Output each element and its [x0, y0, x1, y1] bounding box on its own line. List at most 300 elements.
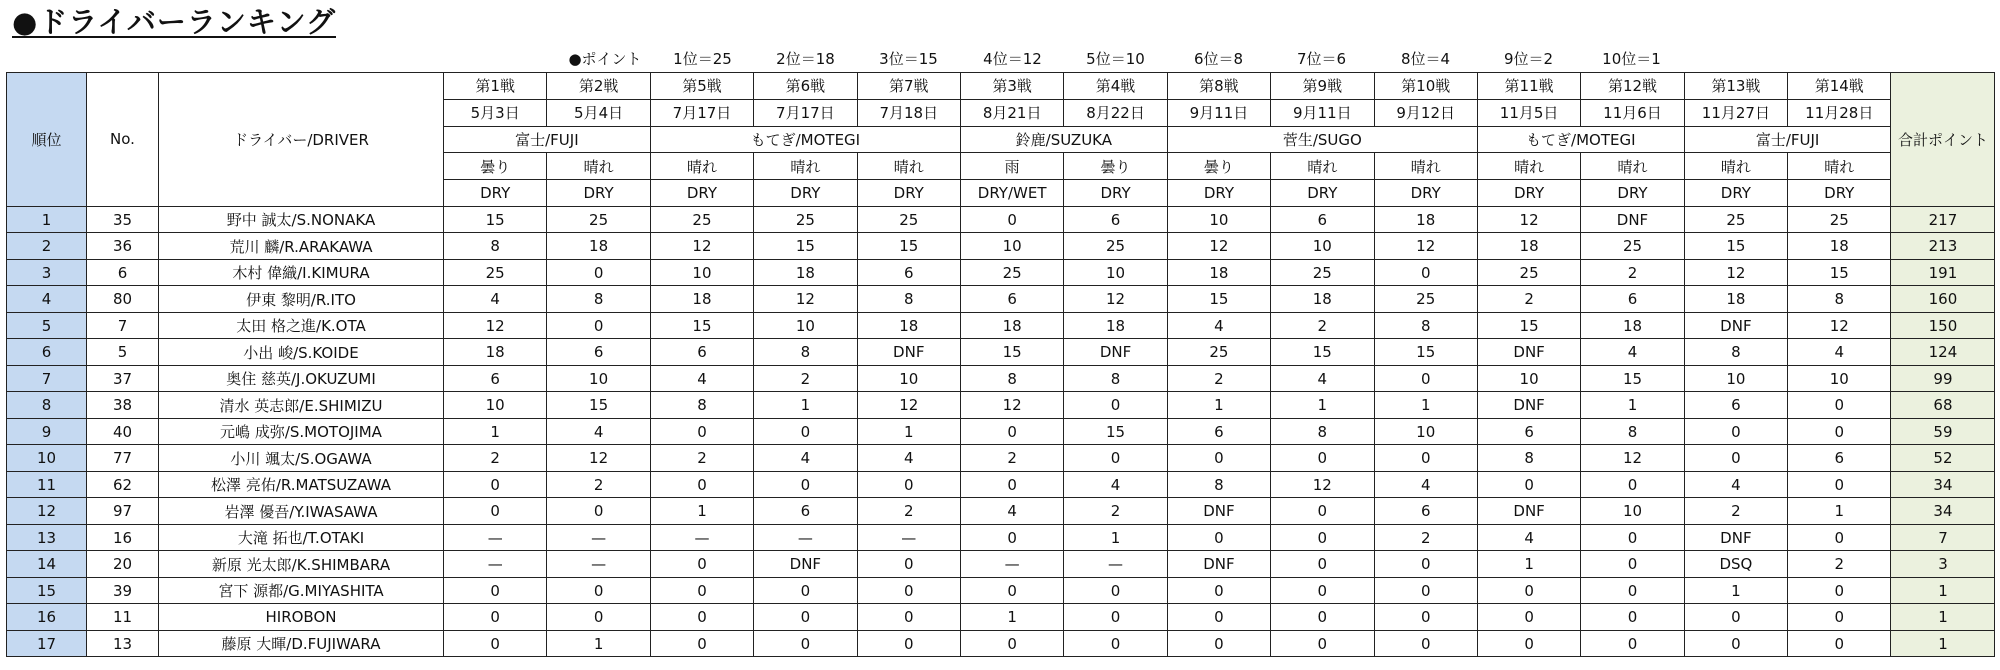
header-date: 8月22日	[1064, 99, 1167, 126]
header-date: 8月21日	[960, 99, 1063, 126]
race-result-cell: DNF	[754, 551, 857, 578]
race-result-cell: 4	[1684, 471, 1787, 498]
header-weather: 晴れ	[1581, 153, 1684, 180]
driver-name-cell: 奥住 慈英/J.OKUZUMI	[159, 365, 444, 392]
header-rank: 順位	[7, 73, 87, 207]
race-result-cell: 0	[547, 604, 650, 631]
race-result-cell: 0	[857, 604, 960, 631]
race-result-cell: 10	[857, 365, 960, 392]
race-result-cell: 6	[1788, 445, 1891, 472]
header-track-condition: DRY/WET	[960, 180, 1063, 207]
race-result-cell: 6	[1271, 206, 1374, 233]
race-result-cell: 0	[444, 604, 547, 631]
header-round: 第6戦	[754, 73, 857, 100]
race-result-cell: 0	[1374, 551, 1477, 578]
table-row	[7, 233, 1995, 260]
race-result-cell: 2	[754, 365, 857, 392]
car-number-cell: 11	[87, 604, 159, 631]
race-result-cell: 8	[1374, 312, 1477, 339]
race-result-cell: 1	[1581, 392, 1684, 419]
race-result-cell: 0	[444, 577, 547, 604]
table-row	[7, 286, 1995, 313]
race-result-cell: 4	[1374, 471, 1477, 498]
race-result-cell: 0	[1167, 630, 1270, 657]
race-result-cell: 2	[1374, 524, 1477, 551]
race-result-cell: 0	[1271, 498, 1374, 525]
race-result-cell: 0	[547, 259, 650, 286]
table-row	[7, 577, 1995, 604]
race-result-cell: 4	[960, 498, 1063, 525]
race-result-cell: 2	[1167, 365, 1270, 392]
race-result-cell: 8	[1167, 471, 1270, 498]
race-result-cell: 0	[650, 551, 753, 578]
rank-cell: 11	[7, 471, 87, 498]
race-result-cell: 0	[444, 471, 547, 498]
driver-name-cell: 荒川 麟/R.ARAKAWA	[159, 233, 444, 260]
race-result-cell: 2	[1788, 551, 1891, 578]
race-result-cell: 15	[960, 339, 1063, 366]
race-result-cell: 12	[444, 312, 547, 339]
race-result-cell: 25	[1271, 259, 1374, 286]
race-result-cell: 0	[960, 524, 1063, 551]
header-weather: 晴れ	[650, 153, 753, 180]
race-result-cell: 25	[754, 206, 857, 233]
race-result-cell: 0	[960, 577, 1063, 604]
race-result-cell: 0	[1684, 445, 1787, 472]
race-result-cell: 0	[1581, 630, 1684, 657]
race-result-cell: 8	[960, 365, 1063, 392]
header-weather: 晴れ	[1271, 153, 1374, 180]
race-result-cell: 15	[1477, 312, 1580, 339]
header-circuit: 富士/FUJI	[1684, 126, 1891, 153]
race-result-cell: 1	[1477, 551, 1580, 578]
header-date: 7月17日	[650, 99, 753, 126]
header-circuit: もてぎ/MOTEGI	[650, 126, 960, 153]
rank-cell: 14	[7, 551, 87, 578]
header-weather: 晴れ	[1477, 153, 1580, 180]
race-result-cell: 18	[960, 312, 1063, 339]
race-result-cell: 0	[960, 418, 1063, 445]
race-result-cell: 18	[547, 233, 650, 260]
race-result-cell: 0	[1374, 365, 1477, 392]
header-track-condition: DRY	[1271, 180, 1374, 207]
driver-name-cell: 伊東 黎明/R.ITO	[159, 286, 444, 313]
race-result-cell: 4	[1271, 365, 1374, 392]
points-legend-item: 4位＝12	[983, 50, 1042, 68]
rank-cell: 17	[7, 630, 87, 657]
race-result-cell: 0	[1374, 259, 1477, 286]
race-result-cell: 0	[960, 471, 1063, 498]
rank-cell: 6	[7, 339, 87, 366]
race-result-cell: —	[857, 524, 960, 551]
race-result-cell: 0	[754, 577, 857, 604]
header-circuit: もてぎ/MOTEGI	[1477, 126, 1684, 153]
race-result-cell: 1	[444, 418, 547, 445]
total-points-cell: 59	[1891, 418, 1995, 445]
race-result-cell: 8	[1477, 445, 1580, 472]
race-result-cell: 18	[1684, 286, 1787, 313]
race-result-cell: 8	[444, 233, 547, 260]
race-result-cell: 8	[1684, 339, 1787, 366]
race-result-cell: 10	[1271, 233, 1374, 260]
race-result-cell: 8	[650, 392, 753, 419]
race-result-cell: 15	[754, 233, 857, 260]
points-legend-item: 6位＝8	[1193, 50, 1244, 68]
header-weather: 晴れ	[1374, 153, 1477, 180]
header-weather: 曇り	[1167, 153, 1270, 180]
table-row	[7, 312, 1995, 339]
header-date: 11月6日	[1581, 99, 1684, 126]
race-result-cell: 4	[857, 445, 960, 472]
total-points-cell: 1	[1891, 577, 1995, 604]
race-result-cell: 2	[547, 471, 650, 498]
total-points-cell: 7	[1891, 524, 1995, 551]
race-result-cell: 12	[857, 392, 960, 419]
race-result-cell: 0	[1167, 524, 1270, 551]
race-result-cell: 1	[1788, 498, 1891, 525]
header-driver: ドライバー/DRIVER	[159, 73, 444, 207]
race-result-cell: 1	[960, 604, 1063, 631]
header-track-condition: DRY	[650, 180, 753, 207]
race-result-cell: 18	[1374, 206, 1477, 233]
race-result-cell: 12	[1788, 312, 1891, 339]
race-result-cell: 18	[444, 339, 547, 366]
race-result-cell: 8	[857, 286, 960, 313]
car-number-cell: 37	[87, 365, 159, 392]
race-result-cell: 0	[960, 630, 1063, 657]
race-result-cell: 25	[444, 259, 547, 286]
header-weather: 晴れ	[857, 153, 960, 180]
rank-cell: 2	[7, 233, 87, 260]
header-weather: 晴れ	[547, 153, 650, 180]
race-result-cell: 1	[1167, 392, 1270, 419]
header-total: 合計ポイント	[1891, 73, 1995, 207]
race-result-cell: 0	[1477, 630, 1580, 657]
race-result-cell: 10	[1684, 365, 1787, 392]
race-result-cell: 15	[547, 392, 650, 419]
race-result-cell: 8	[1788, 286, 1891, 313]
driver-name-cell: 宮下 源都/G.MIYASHITA	[159, 577, 444, 604]
table-row	[7, 471, 1995, 498]
race-result-cell: 0	[1581, 551, 1684, 578]
car-number-cell: 16	[87, 524, 159, 551]
race-result-cell: 0	[857, 630, 960, 657]
race-result-cell: 0	[650, 418, 753, 445]
race-result-cell: 0	[1271, 604, 1374, 631]
race-result-cell: 0	[1064, 604, 1167, 631]
race-result-cell: DNF	[857, 339, 960, 366]
race-result-cell: 15	[1684, 233, 1787, 260]
race-result-cell: 0	[1788, 604, 1891, 631]
driver-name-cell: 元嶋 成弥/S.MOTOJIMA	[159, 418, 444, 445]
race-result-cell: 0	[1271, 445, 1374, 472]
race-result-cell: 12	[650, 233, 753, 260]
race-result-cell: 0	[857, 577, 960, 604]
race-result-cell: 0	[1477, 471, 1580, 498]
race-result-cell: 0	[1271, 524, 1374, 551]
race-result-cell: 10	[1064, 259, 1167, 286]
race-result-cell: 15	[1167, 286, 1270, 313]
race-result-cell: 15	[1788, 259, 1891, 286]
header-track-condition: DRY	[1581, 180, 1684, 207]
rank-cell: 3	[7, 259, 87, 286]
rank-cell: 5	[7, 312, 87, 339]
total-points-cell: 34	[1891, 498, 1995, 525]
race-result-cell: 12	[1271, 471, 1374, 498]
race-result-cell: 4	[547, 418, 650, 445]
car-number-cell: 35	[87, 206, 159, 233]
table-row	[7, 498, 1995, 525]
race-result-cell: 6	[444, 365, 547, 392]
driver-name-cell: 岩澤 優吾/Y.IWASAWA	[159, 498, 444, 525]
race-result-cell: 0	[1788, 392, 1891, 419]
race-result-cell: 0	[650, 577, 753, 604]
race-result-cell: 1	[754, 392, 857, 419]
race-result-cell: DNF	[1477, 498, 1580, 525]
header-date: 11月5日	[1477, 99, 1580, 126]
header-round: 第11戦	[1477, 73, 1580, 100]
car-number-cell: 39	[87, 577, 159, 604]
driver-name-cell: 野中 誠太/S.NONAKA	[159, 206, 444, 233]
total-points-cell: 160	[1891, 286, 1995, 313]
race-result-cell: 10	[444, 392, 547, 419]
race-result-cell: —	[444, 524, 547, 551]
race-result-cell: 1	[857, 418, 960, 445]
header-track-condition: DRY	[1684, 180, 1787, 207]
race-result-cell: 18	[857, 312, 960, 339]
total-points-cell: 1	[1891, 604, 1995, 631]
table-row	[7, 365, 1995, 392]
header-round: 第5戦	[650, 73, 753, 100]
rank-cell: 9	[7, 418, 87, 445]
race-result-cell: 0	[1788, 524, 1891, 551]
total-points-cell: 99	[1891, 365, 1995, 392]
header-number: No.	[87, 73, 159, 207]
header-date: 9月11日	[1271, 99, 1374, 126]
car-number-cell: 62	[87, 471, 159, 498]
race-result-cell: 0	[754, 604, 857, 631]
header-date: 9月12日	[1374, 99, 1477, 126]
header-circuit: 鈴鹿/SUZUKA	[960, 126, 1167, 153]
race-result-cell: 10	[1581, 498, 1684, 525]
race-result-cell: 6	[1684, 392, 1787, 419]
race-result-cell: 0	[1271, 577, 1374, 604]
race-result-cell: DSQ	[1684, 551, 1787, 578]
race-result-cell: 1	[650, 498, 753, 525]
race-result-cell: 10	[547, 365, 650, 392]
race-result-cell: DNF	[1064, 339, 1167, 366]
points-legend-label: ●ポイント	[568, 50, 642, 68]
race-result-cell: 15	[650, 312, 753, 339]
rank-cell: 10	[7, 445, 87, 472]
driver-ranking-table	[6, 72, 1995, 657]
header-round: 第3戦	[960, 73, 1063, 100]
header-round: 第7戦	[857, 73, 960, 100]
race-result-cell: 2	[1271, 312, 1374, 339]
race-result-cell: 12	[1167, 233, 1270, 260]
page-title: ●ドライバーランキング	[12, 5, 336, 39]
race-result-cell: 0	[1374, 445, 1477, 472]
header-round: 第13戦	[1684, 73, 1787, 100]
header-date: 11月27日	[1684, 99, 1787, 126]
car-number-cell: 40	[87, 418, 159, 445]
race-result-cell: 18	[1788, 233, 1891, 260]
race-result-cell: DNF	[1477, 392, 1580, 419]
header-date: 7月17日	[754, 99, 857, 126]
race-result-cell: 18	[1167, 259, 1270, 286]
points-legend-item: 1位＝25	[673, 50, 732, 68]
race-result-cell: —	[960, 551, 1063, 578]
total-points-cell: 124	[1891, 339, 1995, 366]
driver-name-cell: 松澤 亮佑/R.MATSUZAWA	[159, 471, 444, 498]
race-result-cell: 4	[650, 365, 753, 392]
race-result-cell: 25	[1477, 259, 1580, 286]
race-result-cell: 0	[1684, 604, 1787, 631]
race-result-cell: 0	[1581, 604, 1684, 631]
total-points-cell: 34	[1891, 471, 1995, 498]
rank-cell: 15	[7, 577, 87, 604]
race-result-cell: 0	[754, 471, 857, 498]
race-result-cell: 10	[1477, 365, 1580, 392]
race-result-cell: 10	[650, 259, 753, 286]
car-number-cell: 38	[87, 392, 159, 419]
race-result-cell: 25	[1581, 233, 1684, 260]
race-result-cell: 6	[1477, 418, 1580, 445]
table-row	[7, 339, 1995, 366]
race-result-cell: 25	[1788, 206, 1891, 233]
race-result-cell: 0	[1064, 445, 1167, 472]
race-result-cell: 0	[650, 604, 753, 631]
car-number-cell: 13	[87, 630, 159, 657]
points-legend-item: 7位＝6	[1296, 50, 1347, 68]
race-result-cell: 25	[1064, 233, 1167, 260]
race-result-cell: 0	[1788, 630, 1891, 657]
table-row	[7, 604, 1995, 631]
header-round: 第4戦	[1064, 73, 1167, 100]
table-row	[7, 392, 1995, 419]
total-points-cell: 68	[1891, 392, 1995, 419]
race-result-cell: 0	[1167, 604, 1270, 631]
driver-name-cell: HIROBON	[159, 604, 444, 631]
race-result-cell: 25	[1167, 339, 1270, 366]
race-result-cell: 10	[1167, 206, 1270, 233]
header-weather: 晴れ	[1684, 153, 1787, 180]
header-round: 第1戦	[444, 73, 547, 100]
points-legend-item: 3位＝15	[879, 50, 938, 68]
race-result-cell: 4	[444, 286, 547, 313]
header-round: 第14戦	[1788, 73, 1891, 100]
race-result-cell: 0	[1581, 471, 1684, 498]
race-result-cell: 0	[444, 630, 547, 657]
car-number-cell: 5	[87, 339, 159, 366]
header-round: 第10戦	[1374, 73, 1477, 100]
race-result-cell: 6	[650, 339, 753, 366]
race-result-cell: 15	[1581, 365, 1684, 392]
points-legend-item: 8位＝4	[1400, 50, 1451, 68]
race-result-cell: 1	[1271, 392, 1374, 419]
race-result-cell: 1	[1374, 392, 1477, 419]
header-weather: 曇り	[1064, 153, 1167, 180]
points-legend-item: 5位＝10	[1086, 50, 1145, 68]
header-weather: 晴れ	[754, 153, 857, 180]
header-round: 第8戦	[1167, 73, 1270, 100]
race-result-cell: 4	[1581, 339, 1684, 366]
race-result-cell: 18	[754, 259, 857, 286]
race-result-cell: 4	[1477, 524, 1580, 551]
race-result-cell: 8	[1064, 365, 1167, 392]
race-result-cell: 25	[650, 206, 753, 233]
driver-name-cell: 木村 偉織/I.KIMURA	[159, 259, 444, 286]
race-result-cell: 6	[547, 339, 650, 366]
driver-name-cell: 藤原 大暉/D.FUJIWARA	[159, 630, 444, 657]
race-result-cell: 4	[1788, 339, 1891, 366]
race-result-cell: 0	[444, 498, 547, 525]
race-result-cell: 25	[1684, 206, 1787, 233]
race-result-cell: DNF	[1167, 551, 1270, 578]
race-result-cell: 10	[960, 233, 1063, 260]
race-result-cell: 6	[1167, 418, 1270, 445]
race-result-cell: 18	[1581, 312, 1684, 339]
race-result-cell: 4	[1167, 312, 1270, 339]
race-result-cell: 15	[1271, 339, 1374, 366]
total-points-cell: 217	[1891, 206, 1995, 233]
race-result-cell: DNF	[1684, 524, 1787, 551]
race-result-cell: 15	[1064, 418, 1167, 445]
driver-name-cell: 新原 光太郎/K.SHIMBARA	[159, 551, 444, 578]
race-result-cell: 2	[960, 445, 1063, 472]
rank-cell: 12	[7, 498, 87, 525]
points-legend-item: 9位＝2	[1503, 50, 1554, 68]
header-circuit: 富士/FUJI	[444, 126, 651, 153]
car-number-cell: 77	[87, 445, 159, 472]
header-track-condition: DRY	[1064, 180, 1167, 207]
race-result-cell: 15	[857, 233, 960, 260]
race-result-cell: 8	[1581, 418, 1684, 445]
race-result-cell: 0	[1788, 577, 1891, 604]
race-result-cell: 8	[754, 339, 857, 366]
rank-cell: 13	[7, 524, 87, 551]
race-result-cell: 0	[1374, 604, 1477, 631]
race-result-cell: 0	[1788, 471, 1891, 498]
total-points-cell: 191	[1891, 259, 1995, 286]
table-row	[7, 418, 1995, 445]
race-result-cell: 0	[754, 630, 857, 657]
race-result-cell: 0	[1271, 630, 1374, 657]
race-result-cell: 25	[547, 206, 650, 233]
race-result-cell: 6	[754, 498, 857, 525]
header-row-rounds	[7, 73, 1995, 100]
header-track-condition: DRY	[1477, 180, 1580, 207]
race-result-cell: 2	[650, 445, 753, 472]
race-result-cell: 0	[1684, 418, 1787, 445]
table-row	[7, 524, 1995, 551]
race-result-cell: 0	[1064, 577, 1167, 604]
race-result-cell: 10	[1374, 418, 1477, 445]
race-result-cell: 4	[754, 445, 857, 472]
race-result-cell: DNF	[1167, 498, 1270, 525]
rank-cell: 8	[7, 392, 87, 419]
driver-name-cell: 大滝 拓也/T.OTAKI	[159, 524, 444, 551]
race-result-cell: 10	[754, 312, 857, 339]
race-result-cell: 0	[754, 418, 857, 445]
race-result-cell: 0	[1374, 577, 1477, 604]
race-result-cell: —	[444, 551, 547, 578]
race-result-cell: 0	[547, 498, 650, 525]
race-result-cell: —	[754, 524, 857, 551]
points-legend	[0, 48, 2000, 68]
race-result-cell: 15	[1374, 339, 1477, 366]
points-legend-item: 2位＝18	[776, 50, 835, 68]
